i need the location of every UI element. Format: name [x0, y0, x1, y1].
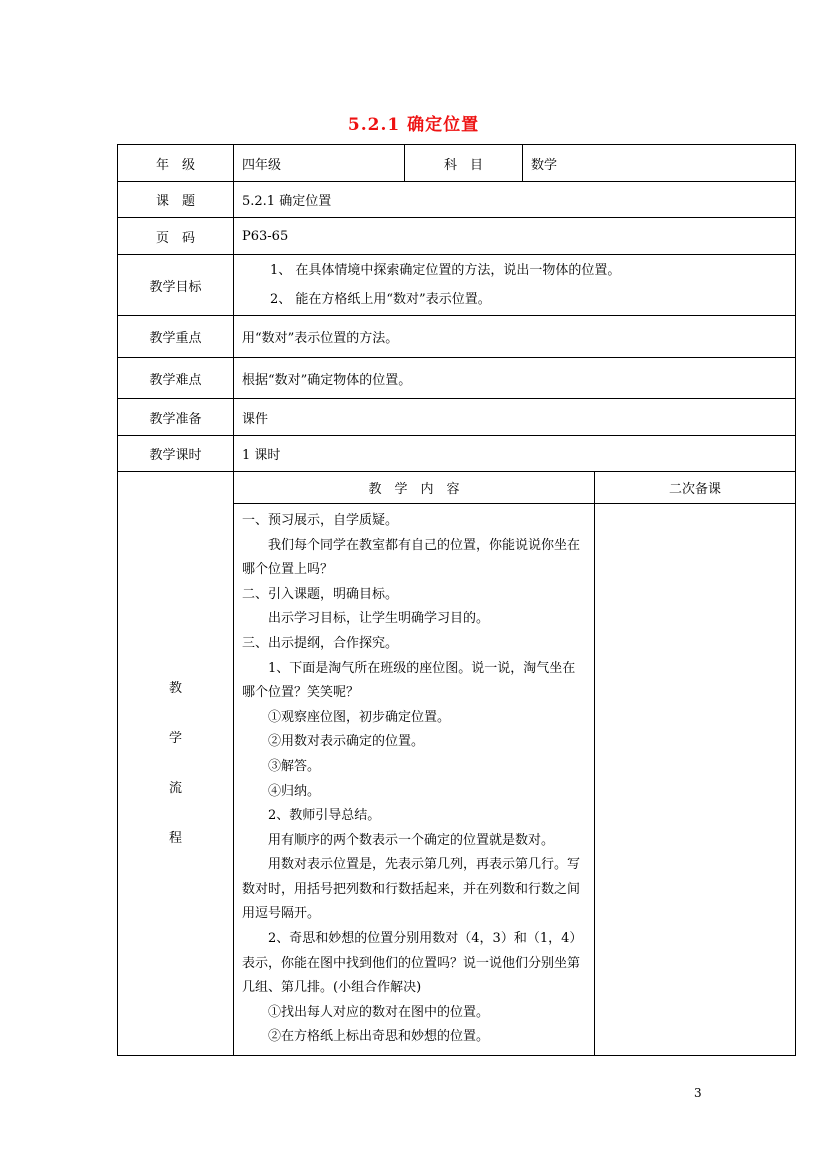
content-header: 教 学 内 容 [234, 472, 595, 504]
subject-value: 数学 [523, 145, 796, 182]
difficulty-value: 根据“数对”确定物体的位置。 [234, 358, 796, 399]
grade-label: 年 级 [118, 145, 234, 182]
objectives-label: 教学目标 [118, 255, 234, 316]
focus-label: 教学重点 [118, 316, 234, 358]
objective-item: 1、 在具体情境中探索确定位置的方法，说出一物体的位置。 [270, 263, 621, 278]
flow-label [118, 472, 234, 1056]
content-paragraph: 1、下面是淘气所在班级的座位图。说一说，淘气坐在哪个位置？笑笑呢？ [242, 660, 576, 701]
objective-item: 2、 能在方格纸上用“数对”表示位置。 [270, 292, 491, 307]
content-paragraph: 用有顺序的两个数表示一个确定的位置就是数对。 [268, 832, 555, 848]
hours-label: 教学课时 [118, 436, 234, 472]
content-paragraph: 用数对表示位置是，先表示第几列，再表示第几行。写数对时，用括号把列数和行数括起来，并在列数和行数之间用逗号隔开。 [242, 857, 581, 922]
prep-label: 教学准备 [118, 399, 234, 436]
hours-row [118, 436, 796, 472]
objectives-cell [234, 255, 796, 316]
prep-row [118, 399, 796, 436]
page-label: 页 码 [118, 218, 234, 255]
focus-value: 用“数对”表示位置的方法。 [234, 316, 796, 358]
objectives-row [118, 255, 796, 316]
subject-label: 科 目 [405, 145, 523, 182]
content-paragraph: 2、奇思和妙想的位置分别用数对（4，3）和（1，4）表示，你能在图中找到他们的位置吗？说一说他们分别坐第几组、第几排。(小组合作解决) [242, 931, 583, 996]
grade-row [118, 145, 796, 182]
page-number: 3 [694, 1086, 702, 1100]
content-paragraph: 我们每个同学在教室都有自己的位置，你能说说你坐在哪个位置上吗？ [242, 537, 581, 578]
flow-label-char: 教 [168, 680, 182, 696]
grade-value: 四年级 [234, 145, 405, 182]
content-paragraph: 一、预习展示，自学质疑。 [242, 512, 399, 528]
teaching-content [234, 504, 595, 1056]
flow-label-char: 流 [168, 780, 182, 796]
flow-label-char: 学 [168, 730, 182, 746]
hours-value: 1 课时 [234, 436, 796, 472]
content-paragraph: ①找出每人对应的数对在图中的位置。 [268, 1004, 490, 1020]
content-paragraph: 三、出示提纲，合作探究。 [242, 635, 399, 651]
flow-label-char: 程 [168, 830, 182, 846]
second-prep-header: 二次备课 [595, 472, 796, 504]
content-paragraph: ②用数对表示确定的位置。 [268, 734, 425, 750]
content-paragraph: ②在方格纸上标出奇思和妙想的位置。 [268, 1029, 490, 1045]
content-paragraph: ④归纳。 [268, 783, 321, 799]
prep-value: 课件 [234, 399, 796, 436]
page-title: 5.2.1 确定位置 [347, 115, 480, 135]
focus-row [118, 316, 796, 358]
difficulty-label: 教学难点 [118, 358, 234, 399]
content-paragraph: 2、教师引导总结。 [268, 808, 381, 824]
topic-row [118, 182, 796, 218]
topic-value: 5.2.1 确定位置 [234, 182, 796, 218]
content-paragraph: 出示学习目标，让学生明确学习目的。 [268, 611, 490, 627]
page-value: P63-65 [234, 218, 796, 255]
flow-header-row [118, 472, 796, 504]
content-paragraph: 二、引入课题，明确目标。 [242, 586, 399, 602]
second-prep-cell [595, 504, 796, 1056]
content-paragraph: ③解答。 [268, 758, 321, 774]
difficulty-row [118, 358, 796, 399]
lesson-plan-table [117, 144, 796, 1056]
topic-label: 课 题 [118, 182, 234, 218]
content-paragraph: ①观察座位图，初步确定位置。 [268, 709, 451, 725]
page-row [118, 218, 796, 255]
